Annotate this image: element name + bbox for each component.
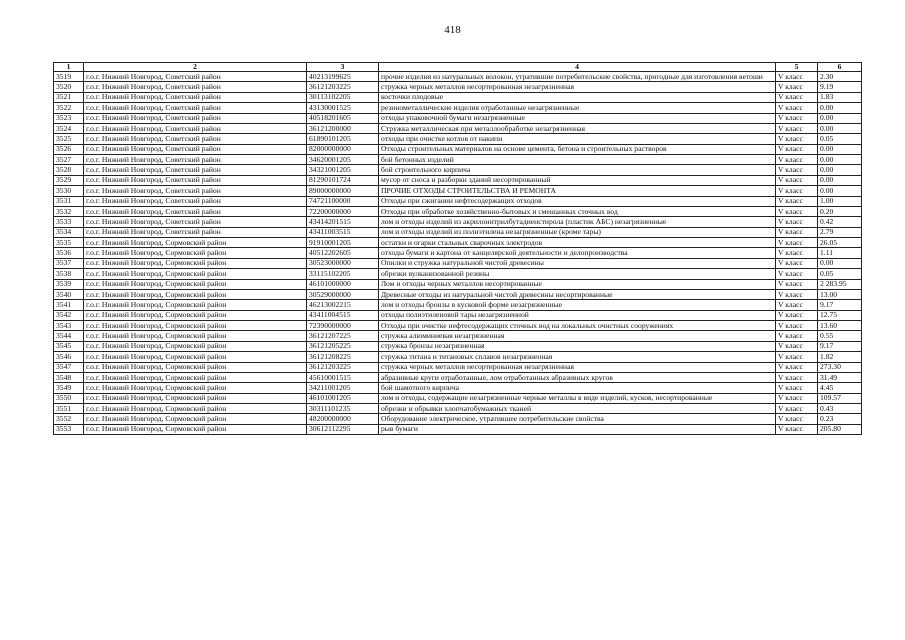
table-row [54, 404, 862, 414]
amount-cell: 9.19 [818, 82, 862, 92]
waste-code-cell: 74721100000 [307, 196, 379, 206]
waste-code-cell: 43130001525 [307, 103, 379, 113]
hazard-class-cell: V класс [776, 289, 818, 299]
row-number-cell: 3534 [54, 227, 84, 237]
location-cell: г.о.г. Нижний Новгород, Сормовский район [84, 269, 307, 279]
waste-code-cell: 36121205225 [307, 341, 379, 351]
row-number-cell: 3537 [54, 258, 84, 268]
waste-code-cell: 46213002215 [307, 300, 379, 310]
amount-cell: 1.00 [818, 196, 862, 206]
table-row [54, 206, 862, 216]
amount-cell: 0.55 [818, 331, 862, 341]
table-row [54, 258, 862, 268]
row-number-cell: 3525 [54, 134, 84, 144]
hazard-class-cell: V класс [776, 248, 818, 258]
amount-cell: 1.82 [818, 352, 862, 362]
amount-cell: 273.30 [818, 362, 862, 372]
hazard-class-cell: V класс [776, 414, 818, 424]
waste-name-cell: мусор от сноса и разборки зданий несортированный [379, 175, 776, 185]
hazard-class-cell: V класс [776, 165, 818, 175]
amount-cell: 2.79 [818, 227, 862, 237]
table-row [54, 321, 862, 331]
column-header: 1 [54, 63, 84, 72]
waste-name-cell: бой бетонных изделий [379, 155, 776, 165]
row-number-cell: 3535 [54, 238, 84, 248]
waste-name-cell: лом и отходы бронзы в кусковой форме незагрязненные [379, 300, 776, 310]
column-header: 6 [818, 63, 862, 72]
hazard-class-cell: V класс [776, 321, 818, 331]
waste-code-cell: 61890101205 [307, 134, 379, 144]
amount-cell: 0.00 [818, 258, 862, 268]
table-row [54, 279, 862, 289]
column-header: 3 [307, 63, 379, 72]
table-row [54, 289, 862, 299]
amount-cell: 0.20 [818, 206, 862, 216]
table-row [54, 269, 862, 279]
waste-code-cell: 30523000000 [307, 258, 379, 268]
waste-name-cell: стружка черных металлов несортированная незагрязненная [379, 82, 776, 92]
location-cell: г.о.г. Нижний Новгород, Советский район [84, 134, 307, 144]
table-row [54, 217, 862, 227]
amount-cell: 13.00 [818, 289, 862, 299]
column-header: 4 [379, 63, 776, 72]
hazard-class-cell: V класс [776, 72, 818, 82]
table-row [54, 393, 862, 403]
row-number-cell: 3536 [54, 248, 84, 258]
hazard-class-cell: V класс [776, 269, 818, 279]
waste-name-cell: косточки плодовые [379, 92, 776, 102]
location-cell: г.о.г. Нижний Новгород, Советский район [84, 196, 307, 206]
row-number-cell: 3538 [54, 269, 84, 279]
waste-name-cell: Древесные отходы из натуральной чистой древесины несортированные [379, 289, 776, 299]
table-row [54, 424, 862, 434]
waste-name-cell: Отходы при обработке хозяйственно-бытовых и смешанных сточных вод [379, 206, 776, 216]
row-number-cell: 3545 [54, 341, 84, 351]
waste-code-cell: 40213199625 [307, 72, 379, 82]
hazard-class-cell: V класс [776, 258, 818, 268]
row-number-cell: 3531 [54, 196, 84, 206]
table-row [54, 175, 862, 185]
row-number-cell: 3529 [54, 175, 84, 185]
waste-code-cell: 46101001205 [307, 393, 379, 403]
hazard-class-cell: V класс [776, 362, 818, 372]
table-row [54, 103, 862, 113]
row-number-cell: 3527 [54, 155, 84, 165]
table-row [54, 155, 862, 165]
location-cell: г.о.г. Нижний Новгород, Сормовский район [84, 393, 307, 403]
location-cell: г.о.г. Нижний Новгород, Советский район [84, 206, 307, 216]
hazard-class-cell: V класс [776, 103, 818, 113]
hazard-class-cell: V класс [776, 238, 818, 248]
waste-code-cell: 34211001205 [307, 383, 379, 393]
amount-cell: 2 283.95 [818, 279, 862, 289]
waste-code-cell: 72200000000 [307, 206, 379, 216]
amount-cell: 0.43 [818, 404, 862, 414]
hazard-class-cell: V класс [776, 227, 818, 237]
waste-name-cell: Оборудование электрическое, утратившее потребительские свойства [379, 414, 776, 424]
row-number-cell: 3543 [54, 321, 84, 331]
location-cell: г.о.г. Нижний Новгород, Советский район [84, 82, 307, 92]
table-header-row [54, 63, 862, 72]
table-row [54, 82, 862, 92]
location-cell: г.о.г. Нижний Новгород, Сормовский район [84, 321, 307, 331]
waste-name-cell: абразивные круги отработанные, лом отработанных абразивных кругов [379, 372, 776, 382]
waste-code-cell: 40518201605 [307, 113, 379, 123]
row-number-cell: 3544 [54, 331, 84, 341]
waste-name-cell: бой шамотного кирпича [379, 383, 776, 393]
waste-name-cell: Отходы строительных материалов на основе цемента, бетона и строительных растворов [379, 144, 776, 154]
location-cell: г.о.г. Нижний Новгород, Советский район [84, 92, 307, 102]
waste-code-cell: 36121200000 [307, 123, 379, 133]
location-cell: г.о.г. Нижний Новгород, Сормовский район [84, 352, 307, 362]
waste-name-cell: лом и отходы изделий из акрилонитрилбутадиенстирола (пластик АБС) незагрязненные [379, 217, 776, 227]
waste-code-cell: 30113102205 [307, 92, 379, 102]
hazard-class-cell: V класс [776, 144, 818, 154]
waste-code-cell: 30612112295 [307, 424, 379, 434]
waste-name-cell: Лом и отходы черных металлов несортированные [379, 279, 776, 289]
waste-code-cell: 81290101724 [307, 175, 379, 185]
row-number-cell: 3520 [54, 82, 84, 92]
waste-name-cell: отходы полиэтиленовой тары незагрязненной [379, 310, 776, 320]
waste-name-cell: отходы бумаги и картона от канцелярской деятельности и делопроизводства [379, 248, 776, 258]
location-cell: г.о.г. Нижний Новгород, Советский район [84, 103, 307, 113]
location-cell: г.о.г. Нижний Новгород, Советский район [84, 144, 307, 154]
row-number-cell: 3549 [54, 383, 84, 393]
row-number-cell: 3532 [54, 206, 84, 216]
amount-cell: 1.11 [818, 248, 862, 258]
waste-name-cell: обрезки вулканизованной резины [379, 269, 776, 279]
location-cell: г.о.г. Нижний Новгород, Сормовский район [84, 341, 307, 351]
row-number-cell: 3539 [54, 279, 84, 289]
waste-name-cell: обрезки и обрывки хлопчатобумажных тканей [379, 404, 776, 414]
column-header: 5 [776, 63, 818, 72]
hazard-class-cell: V класс [776, 310, 818, 320]
amount-cell: 0.05 [818, 269, 862, 279]
waste-name-cell: резинометаллические изделия отработанные незагрязненные [379, 103, 776, 113]
amount-cell: 0.00 [818, 186, 862, 196]
row-number-cell: 3522 [54, 103, 84, 113]
table-row [54, 383, 862, 393]
table-row [54, 186, 862, 196]
waste-name-cell: стружка алюминиевая незагрязненная [379, 331, 776, 341]
location-cell: г.о.г. Нижний Новгород, Сормовский район [84, 383, 307, 393]
hazard-class-cell: V класс [776, 300, 818, 310]
row-number-cell: 3540 [54, 289, 84, 299]
hazard-class-cell: V класс [776, 341, 818, 351]
location-cell: г.о.г. Нижний Новгород, Сормовский район [84, 331, 307, 341]
waste-code-cell: 36121203225 [307, 82, 379, 92]
hazard-class-cell: V класс [776, 383, 818, 393]
location-cell: г.о.г. Нижний Новгород, Сормовский район [84, 362, 307, 372]
amount-cell: 205.80 [818, 424, 862, 434]
row-number-cell: 3551 [54, 404, 84, 414]
waste-code-cell: 36121208225 [307, 352, 379, 362]
amount-cell: 0.05 [818, 134, 862, 144]
row-number-cell: 3546 [54, 352, 84, 362]
hazard-class-cell: V класс [776, 404, 818, 414]
table-row [54, 165, 862, 175]
amount-cell: 0.00 [818, 113, 862, 123]
location-cell: г.о.г. Нижний Новгород, Сормовский район [84, 404, 307, 414]
waste-code-cell: 82000000000 [307, 144, 379, 154]
location-cell: г.о.г. Нижний Новгород, Сормовский район [84, 258, 307, 268]
row-number-cell: 3548 [54, 372, 84, 382]
amount-cell: 1.83 [818, 92, 862, 102]
table-row [54, 196, 862, 206]
waste-name-cell: стружка черных металлов несортированная незагрязненная [379, 362, 776, 372]
table-row [54, 414, 862, 424]
amount-cell: 0.23 [818, 414, 862, 424]
location-cell: г.о.г. Нижний Новгород, Сормовский район [84, 289, 307, 299]
location-cell: г.о.г. Нижний Новгород, Советский район [84, 186, 307, 196]
location-cell: г.о.г. Нижний Новгород, Сормовский район [84, 424, 307, 434]
waste-code-cell: 33115102205 [307, 269, 379, 279]
location-cell: г.о.г. Нижний Новгород, Сормовский район [84, 372, 307, 382]
waste-code-cell: 34321001205 [307, 165, 379, 175]
column-header: 2 [84, 63, 307, 72]
location-cell: г.о.г. Нижний Новгород, Советский район [84, 123, 307, 133]
waste-name-cell: отходы упаковочной бумаги незагрязненные [379, 113, 776, 123]
amount-cell: 12.75 [818, 310, 862, 320]
location-cell: г.о.г. Нижний Новгород, Сормовский район [84, 310, 307, 320]
row-number-cell: 3521 [54, 92, 84, 102]
hazard-class-cell: V класс [776, 352, 818, 362]
hazard-class-cell: V класс [776, 206, 818, 216]
waste-code-cell: 91910001205 [307, 238, 379, 248]
amount-cell: 9.17 [818, 341, 862, 351]
amount-cell: 0.00 [818, 175, 862, 185]
row-number-cell: 3530 [54, 186, 84, 196]
amount-cell: 0.00 [818, 103, 862, 113]
table-row [54, 310, 862, 320]
waste-code-cell: 36121207225 [307, 331, 379, 341]
waste-name-cell: бой строительного кирпича [379, 165, 776, 175]
waste-name-cell: отходы при очистке котлов от накипи [379, 134, 776, 144]
row-number-cell: 3519 [54, 72, 84, 82]
table-row [54, 300, 862, 310]
waste-name-cell: ПРОЧИЕ ОТХОДЫ СТРОИТЕЛЬСТВА И РЕМОНТА [379, 186, 776, 196]
row-number-cell: 3552 [54, 414, 84, 424]
waste-code-cell: 89000000000 [307, 186, 379, 196]
location-cell: г.о.г. Нижний Новгород, Советский район [84, 113, 307, 123]
waste-code-cell: 43414201515 [307, 217, 379, 227]
waste-name-cell: прочие изделия из натуральных волокон, утратившие потребительские свойства, пригодные для изготовления ветоши [379, 72, 776, 82]
hazard-class-cell: V класс [776, 217, 818, 227]
table-row [54, 341, 862, 351]
location-cell: г.о.г. Нижний Новгород, Сормовский район [84, 414, 307, 424]
amount-cell: 0.00 [818, 123, 862, 133]
table-row [54, 113, 862, 123]
amount-cell: 0.00 [818, 144, 862, 154]
hazard-class-cell: V класс [776, 196, 818, 206]
waste-code-cell: 30311101235 [307, 404, 379, 414]
table-body [54, 72, 862, 435]
hazard-class-cell: V класс [776, 155, 818, 165]
amount-cell: 9.17 [818, 300, 862, 310]
waste-code-cell: 40512202605 [307, 248, 379, 258]
location-cell: г.о.г. Нижний Новгород, Сормовский район [84, 279, 307, 289]
location-cell: г.о.г. Нижний Новгород, Сормовский район [84, 248, 307, 258]
table-row [54, 92, 862, 102]
table-row [54, 123, 862, 133]
waste-code-cell: 72390000000 [307, 321, 379, 331]
location-cell: г.о.г. Нижний Новгород, Советский район [84, 165, 307, 175]
amount-cell: 0.00 [818, 165, 862, 175]
location-cell: г.о.г. Нижний Новгород, Советский район [84, 217, 307, 227]
row-number-cell: 3547 [54, 362, 84, 372]
hazard-class-cell: V класс [776, 279, 818, 289]
waste-name-cell: Опилки и стружка натуральной чистой древесины [379, 258, 776, 268]
row-number-cell: 3550 [54, 393, 84, 403]
amount-cell: 0.00 [818, 155, 862, 165]
amount-cell: 13.60 [818, 321, 862, 331]
location-cell: г.о.г. Нижний Новгород, Советский район [84, 155, 307, 165]
hazard-class-cell: V класс [776, 424, 818, 434]
waste-code-cell: 36121203225 [307, 362, 379, 372]
location-cell: г.о.г. Нижний Новгород, Сормовский район [84, 238, 307, 248]
table-row [54, 331, 862, 341]
table-row [54, 372, 862, 382]
location-cell: г.о.г. Нижний Новгород, Сормовский район [84, 300, 307, 310]
table-row [54, 227, 862, 237]
amount-cell: 109.57 [818, 393, 862, 403]
waste-name-cell: лом и отходы изделий из полиэтилена незагрязненные (кроме тары) [379, 227, 776, 237]
waste-name-cell: Отходы при очистке нефтесодержащих сточных вод на локальных очистных сооружениях [379, 321, 776, 331]
hazard-class-cell: V класс [776, 113, 818, 123]
location-cell: г.о.г. Нижний Новгород, Советский район [84, 175, 307, 185]
waste-code-cell: 46101000000 [307, 279, 379, 289]
waste-registry-table [53, 62, 862, 435]
waste-code-cell: 43411003515 [307, 227, 379, 237]
table-row [54, 144, 862, 154]
location-cell: г.о.г. Нижний Новгород, Советский район [84, 227, 307, 237]
table-row [54, 352, 862, 362]
hazard-class-cell: V класс [776, 175, 818, 185]
row-number-cell: 3524 [54, 123, 84, 133]
row-number-cell: 3528 [54, 165, 84, 175]
amount-cell: 0.42 [818, 217, 862, 227]
waste-name-cell: лом и отходы, содержащие незагрязненные черные металлы в виде изделий, кусков, несортированные [379, 393, 776, 403]
row-number-cell: 3553 [54, 424, 84, 434]
waste-code-cell: 43411004515 [307, 310, 379, 320]
row-number-cell: 3542 [54, 310, 84, 320]
waste-code-cell: 34620001205 [307, 155, 379, 165]
amount-cell: 26.05 [818, 238, 862, 248]
waste-code-cell: 45610001515 [307, 372, 379, 382]
page-number: 418 [444, 24, 461, 36]
hazard-class-cell: V класс [776, 134, 818, 144]
waste-name-cell: остатки и огарки стальных сварочных электродов [379, 238, 776, 248]
waste-code-cell: 48200000000 [307, 414, 379, 424]
hazard-class-cell: V класс [776, 393, 818, 403]
waste-name-cell: стружка бронзы незагрязненная [379, 341, 776, 351]
hazard-class-cell: V класс [776, 82, 818, 92]
hazard-class-cell: V класс [776, 123, 818, 133]
table-row [54, 362, 862, 372]
row-number-cell: 3523 [54, 113, 84, 123]
hazard-class-cell: V класс [776, 331, 818, 341]
table-row [54, 238, 862, 248]
row-number-cell: 3526 [54, 144, 84, 154]
waste-name-cell: стружка титана и титановых сплавов незагрязненная [379, 352, 776, 362]
amount-cell: 4.45 [818, 383, 862, 393]
waste-name-cell: Стружка металлическая при металлообработке незагрязненная [379, 123, 776, 133]
table-row [54, 134, 862, 144]
table-row [54, 72, 862, 82]
hazard-class-cell: V класс [776, 186, 818, 196]
waste-name-cell: рыв бумаги [379, 424, 776, 434]
hazard-class-cell: V класс [776, 92, 818, 102]
waste-code-cell: 30529000000 [307, 289, 379, 299]
table-row [54, 248, 862, 258]
row-number-cell: 3541 [54, 300, 84, 310]
hazard-class-cell: V класс [776, 372, 818, 382]
row-number-cell: 3533 [54, 217, 84, 227]
amount-cell: 31.49 [818, 372, 862, 382]
waste-name-cell: Отходы при сжигании нефтесодержащих отходов [379, 196, 776, 206]
location-cell: г.о.г. Нижний Новгород, Советский район [84, 72, 307, 82]
amount-cell: 2.30 [818, 72, 862, 82]
